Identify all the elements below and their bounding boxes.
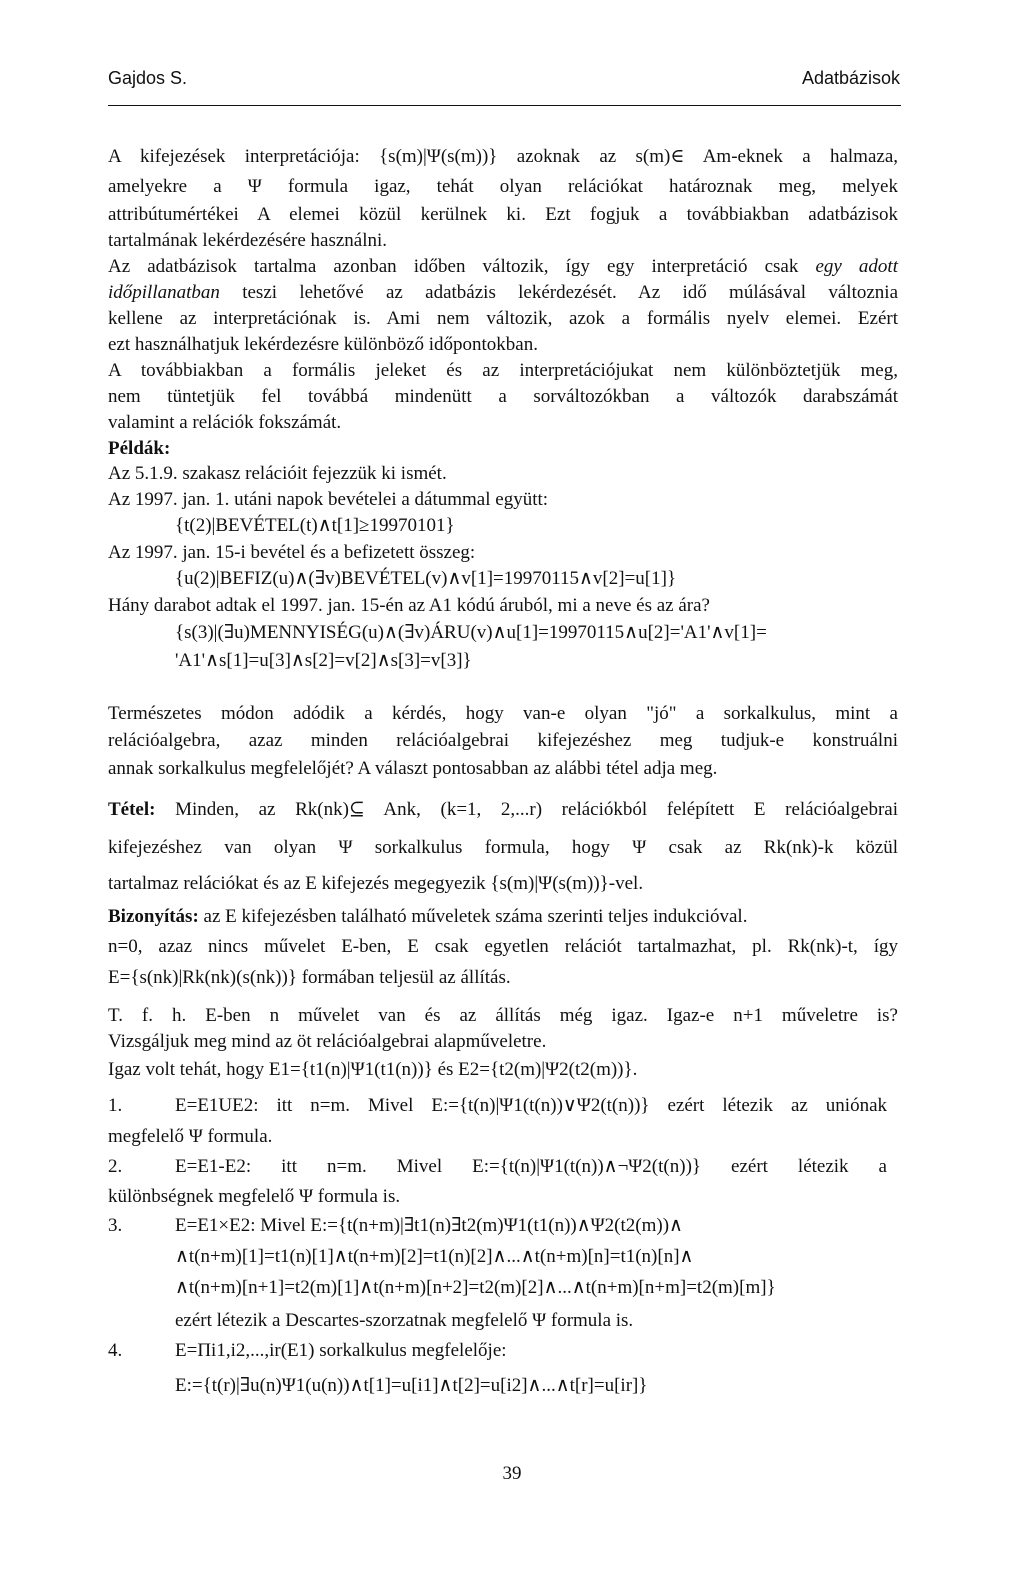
text-line: Igaz volt tehát, hogy E1={t1(n)|Ψ1(t1(n))} és E2={t2(m)|Ψ2(t2(m))}. [108, 1059, 638, 1080]
text-line: A kifejezések interpretációja: {s(m)|Ψ(s(m))} azoknak az s(m)∈ Am-eknek a halmaza, [108, 146, 898, 167]
text-line: A továbbiakban a formális jeleket és az interpretációjukat nem különböztetjük meg, [108, 360, 898, 381]
text-line: n=0, azaz nincs művelet E-ben, E csak egyetlen relációt tartalmazhat, pl. Rk(nk)-t, így [108, 936, 898, 957]
theorem-line [108, 798, 898, 822]
formula-line: {u(2)|BEFIZ(u)∧(∃v)BEVÉTEL(v)∧v[1]=19970115∧v[2]=u[1]} [175, 568, 677, 589]
text-line: Természetes módon adódik a kérdés, hogy van-e olyan "jó" a sorkalkulus, mint a [108, 703, 898, 724]
text-line: Vizsgáljuk meg mind az öt relációalgebrai alapműveletre. [108, 1031, 547, 1052]
formula-line: ∧t(n+m)[n+1]=t2(m)[1]∧t(n+m)[n+2]=t2(m)[2]∧...∧t(n+m)[n+m]=t2(m)[m]} [175, 1277, 776, 1298]
page-header [108, 62, 900, 90]
header-rule [108, 105, 901, 106]
text-span: Az adatbázisok tartalma azonban időben változik, így egy interpretáció csak [108, 256, 799, 277]
text-line: E={s(nk)|Rk(nk)(s(nk))} formában teljesül az állítás. [108, 967, 511, 988]
text-line: E=E1UE2: itt n=m. Mivel E:={t(n)|Ψ1(t(n))∨Ψ2(t(n))} ezért létezik az uniónak [175, 1095, 887, 1116]
item-number: 3. [108, 1215, 123, 1236]
header-author: Gajdos S. [108, 68, 188, 88]
text-line: relációalgebra, azaz minden relációalgebrai kifejezéshez meg tudjuk-e konstruálni [108, 730, 898, 751]
item-number: 1. [108, 1095, 123, 1116]
formula-line: {s(3)|(∃u)MENNYISÉG(u)∧(∃v)ÁRU(v)∧u[1]=19970115∧u[2]='A1'∧v[1]= [175, 622, 767, 643]
text-line: tartalmának lekérdezésére használni. [108, 230, 388, 251]
formula-line: ∧t(n+m)[1]=t1(n)[1]∧t(n+m)[2]=t1(n)[2]∧...∧t(n+m)[n]=t1(n)[n]∧ [175, 1246, 694, 1267]
theorem-label: Tétel: [108, 799, 156, 820]
text-line: kellene az interpretációnak is. Ami nem változik, azok a formális nyelv elemei. Ezért [108, 308, 898, 329]
formula-line: E=E1×E2: Mivel E:={t(n+m)|∃t1(n)∃t2(m)Ψ1(t1(n))∧Ψ2(t2(m))∧ [175, 1215, 683, 1236]
page-number: 39 [502, 1463, 522, 1484]
text-line [108, 281, 898, 305]
text-line: Az 5.1.9. szakasz relációit fejezzük ki ismét. [108, 463, 447, 484]
text-line: annak sorkalkulus megfelelőjét? A választ pontosabban az alábbi tétel adja meg. [108, 758, 718, 779]
formula-line: E=Πi1,i2,...,ir(E1) sorkalkulus megfelelője: [175, 1340, 507, 1361]
text-line: Hány darabot adtak el 1997. jan. 15-én az A1 kódú áruból, mi a neve és az ára? [108, 595, 710, 616]
item-number: 2. [108, 1156, 123, 1177]
text-line: ezért létezik a Descartes-szorzatnak megfelelő Ψ formula is. [175, 1310, 634, 1331]
text-span: az E kifejezésben található műveletek száma szerinti teljes indukcióval. [203, 906, 748, 927]
text-line: E=E1-E2: itt n=m. Mivel E:={t(n)|Ψ1(t(n))∧¬Ψ2(t(n))} ezért létezik a [175, 1156, 887, 1177]
proof-line [108, 905, 747, 929]
text-span: teszi lehetővé az adatbázis lekérdezését. Az idő múlásával változnia [242, 282, 899, 303]
text-line: nem tüntetjük fel továbbá mindenütt a sorváltozókban a változók darabszámát [108, 386, 898, 407]
formula-line: 'A1'∧s[1]=u[3]∧s[2]=v[2]∧s[3]=v[3]} [175, 650, 472, 671]
text-line: Az 1997. jan. 1. utáni napok bevételei a dátummal együtt: [108, 489, 549, 510]
text-line: valamint a relációk fokszámát. [108, 412, 342, 433]
formula-line: {t(2)|BEVÉTEL(t)∧t[1]≥19970101} [175, 515, 455, 536]
header-subject: Adatbázisok [801, 68, 900, 88]
text-line: megfelelő Ψ formula. [108, 1126, 273, 1147]
text-line: Az 1997. jan. 15-i bevétel és a befizetett összeg: [108, 542, 476, 563]
text-line [108, 255, 898, 279]
text-line: attribútumértékei A elemei közül kerülnek ki. Ezt fogjuk a továbbiakban adatbázisok [108, 204, 898, 225]
text-span: Minden, az Rk(nk)⊆ Ank, (k=1, 2,...r) relációkból felépített E relációalgebrai [175, 799, 899, 820]
text-line: ezt használhatjuk lekérdezésre különböző időpontokban. [108, 334, 538, 355]
italic-text: időpillanatban [108, 282, 220, 303]
examples-heading: Példák: [108, 438, 171, 459]
text-line: kifejezéshez van olyan Ψ sorkalkulus formula, hogy Ψ csak az Rk(nk)-k közül [108, 837, 898, 858]
item-number: 4. [108, 1340, 123, 1361]
text-line: különbségnek megfelelő Ψ formula is. [108, 1186, 401, 1207]
italic-text: egy adott [815, 256, 898, 277]
text-line: amelyekre a Ψ formula igaz, tehát olyan relációkat határoznak meg, melyek [108, 176, 898, 197]
formula-line: E:={t(r)|∃u(n)Ψ1(u(n))∧t[1]=u[i1]∧t[2]=u[i2]∧...∧t[r]=u[ir]} [175, 1375, 648, 1396]
text-line: T. f. h. E-ben n művelet van és az állítás még igaz. Igaz-e n+1 műveletre is? [108, 1005, 898, 1026]
proof-label: Bizonyítás: [108, 906, 199, 927]
text-line: tartalmaz relációkat és az E kifejezés megegyezik {s(m)|Ψ(s(m))}-vel. [108, 873, 644, 894]
